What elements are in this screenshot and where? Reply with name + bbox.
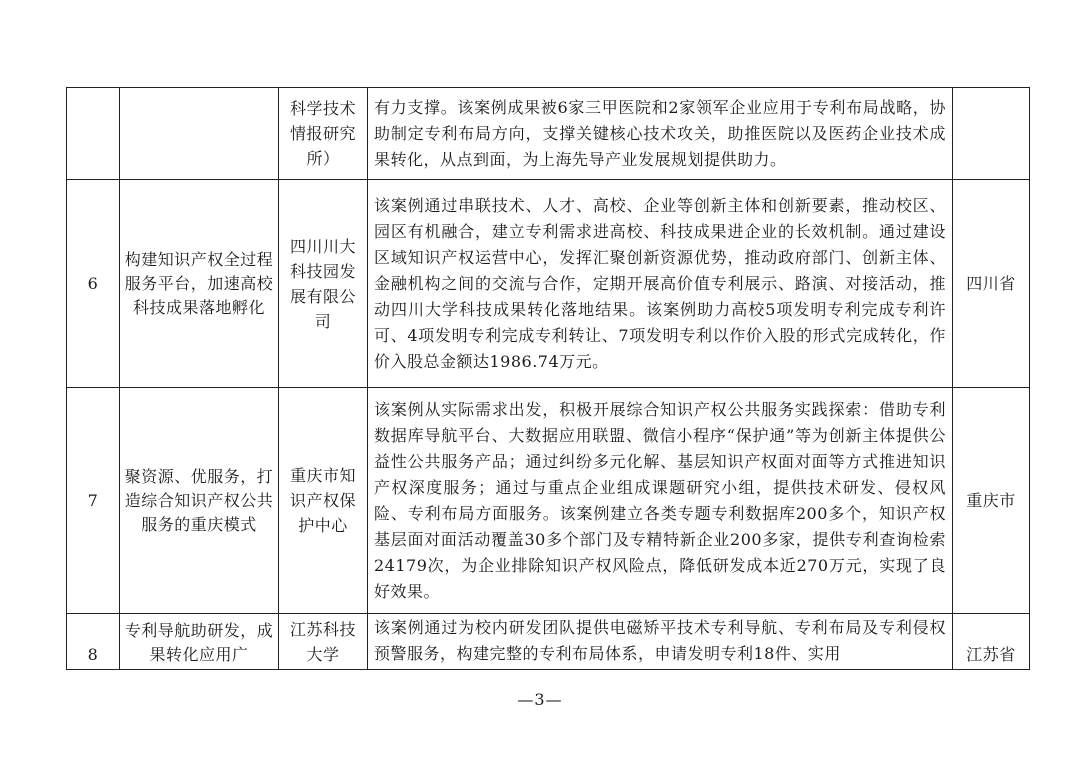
row-number-cell: 8	[67, 614, 120, 670]
case-name-cell	[120, 88, 279, 180]
region-cell: 四川省	[953, 180, 1030, 388]
description-cell: 该案例通过为校内研发团队提供电磁矫平技术专利导航、专利布局及专利侵权预警服务，构建完整的专利布局体系，申请发明专利18件、实用	[368, 614, 953, 670]
page-number: —3—	[517, 690, 563, 709]
table-row	[67, 180, 1030, 388]
unit-cell	[279, 88, 368, 180]
unit-text: 科学技术情报研究所）	[289, 99, 356, 168]
unit-cell	[279, 180, 368, 388]
case-name-text: 专利导航助研发，成果转化应用广	[124, 621, 274, 664]
unit-text: 重庆市知识产权保护中心	[289, 466, 356, 535]
description-cell: 该案例通过串联技术、人才、高校、企业等创新主体和创新要素，推动校区、园区有机融合，建立专利需求进高校、科技成果进企业的长效机制。通过建设区域知识产权运营中心，发挥汇聚创新资源优势，推动政府部门、创新主体、金融机构之间的交流与合作，定期开展高价值专利展示、路演、对接活动，推动四川大学科技成果转化落地结果。该案例助力高校5项发明专利完成专利许可、4项发明专利完成专利转让、7项发明专利以作价入股的形式完成转化，作价入股总金额达1986.74万元。	[368, 180, 953, 388]
table-row	[67, 614, 1030, 670]
region-cell: 江苏省	[953, 614, 1030, 670]
unit-text: 江苏科技大学	[289, 620, 356, 664]
region-cell	[953, 88, 1030, 180]
region-cell: 重庆市	[953, 388, 1030, 614]
case-name-text: 聚资源、优服务，打造综合知识产权公共服务的重庆模式	[124, 466, 274, 534]
unit-cell	[279, 614, 368, 670]
row-number-cell: 7	[67, 388, 120, 614]
unit-cell	[279, 388, 368, 614]
unit-text: 四川川大科技园发展有限公司	[289, 236, 356, 331]
table-row	[67, 388, 1030, 614]
case-name-cell	[120, 180, 279, 388]
case-name-cell	[120, 388, 279, 614]
table-row	[67, 88, 1030, 180]
description-cell: 该案例从实际需求出发，积极开展综合知识产权公共服务实践探索：借助专利数据库导航平台、大数据应用联盟、微信小程序“保护通”等为创新主体提供公益性公共服务产品；通过纠纷多元化解、基层知识产权面对面等方式推进知识产权深度服务；通过与重点企业组成课题研究小组，提供技术研发、侵权风险、专利布局方面服务。该案例建立各类专题专利数据库200多个，知识产权基层面对面活动覆盖30多个部门及专精特新企业200多家，提供专利查询检索24179次，为企业排除知识产权风险点，降低研发成本近270万元，实现了良好效果。	[368, 388, 953, 614]
cases-table	[66, 87, 1030, 670]
case-name-cell	[120, 614, 279, 670]
row-number-cell	[67, 88, 120, 180]
row-number-cell: 6	[67, 180, 120, 388]
description-cell: 有力支撑。该案例成果被6家三甲医院和2家领军企业应用于专利布局战略，协助制定专利布局方向，支撑关键核心技术攻关，助推医院以及医药企业技术成果转化，从点到面，为上海先导产业发展规划提供助力。	[368, 88, 953, 180]
case-name-text: 构建知识产权全过程服务平台，加速高校科技成果落地孵化	[124, 249, 274, 317]
